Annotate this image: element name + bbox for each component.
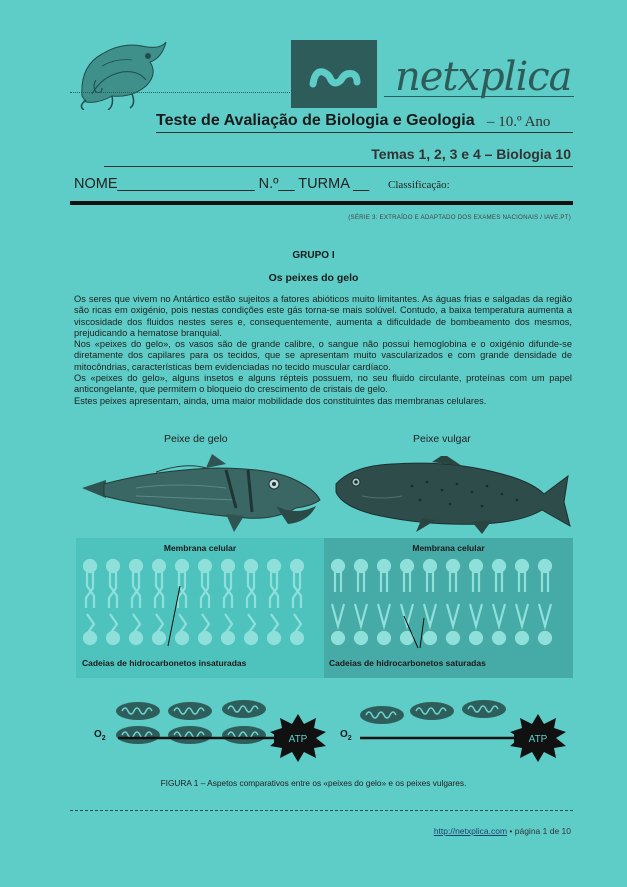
student-fields: NOME_________________ N.º__ TURMA __ (74, 176, 370, 192)
footer-dashed-line (70, 810, 573, 811)
body-text (74, 294, 572, 407)
oxygen-label-right: $O_2$ (340, 729, 352, 742)
paragraph-2: Nos «peixes do gelo», os vasos são de grande calibre, o sangue não possui hemoglobina e o oxigénio difunde-se diretamente dos capilares para os tecidos, que se apresentam muito vascularizados e com grande densidade de mitocôndrias, características bem evidenciadas no tecido muscular cardíaco. (74, 339, 572, 372)
header-thick-rule (70, 201, 573, 205)
paragraph-1: Os seres que vivem no Antártico estão sujeitos a fatores abióticos muito limitantes. As águas frias e salgadas da região são ricas em oxigénio, pois nestas condições este gás torna-se mais solúvel. Contudo, a baixa temperatura aumenta a viscosidade dos fluidos nestes seres e, consequentemente, aumenta a dificuldade de bombeamento dos mesmos, prejudicando a hematose branquial. (74, 294, 572, 338)
mitochondrion-icon (222, 700, 266, 718)
figure-caption: FIGURA 1 – Aspetos comparativos entre os «peixes do gelo» e os peixes vulgares. (160, 778, 467, 788)
wave-icon (291, 40, 377, 108)
page-number: • página 1 de 10 (507, 826, 571, 836)
icefish-label: Peixe de gelo (164, 433, 228, 445)
saturated-chains-label: Cadeias de hidrocarbonetos saturadas (329, 658, 486, 668)
page-footer (434, 826, 571, 836)
page-title: Teste de Avaliação de Biologia e Geologia (156, 112, 475, 129)
mitochondrion-icon (222, 726, 266, 744)
chameleon-illustration (72, 36, 170, 110)
temas-subtitle: Temas 1, 2, 3 e 4 – Biologia 10 (371, 146, 571, 162)
title-rule (156, 132, 573, 133)
school-year: – 10.º Ano (487, 114, 551, 130)
mitochondrion-icon (116, 726, 160, 744)
unsaturated-chains-label: Cadeias de hidrocarbonetos insaturadas (82, 658, 247, 668)
icefish-illustration (76, 448, 326, 540)
atp-label-left: ATP (288, 734, 308, 745)
temas-rule (104, 166, 573, 167)
paragraph-4: Estes peixes apresentam, ainda, uma maior mobilidade dos constituintes das membranas celulares. (74, 395, 487, 406)
source-note: (SÉRIE 3: EXTRAÍDO E ADAPTADO DOS EXAMES NACIONAIS / IAVE.PT) (348, 214, 571, 221)
mitochondrion-icon (462, 700, 506, 718)
paragraph-3: Os «peixes do gelo», alguns insetos e alguns répteis possuem, no seu fluido circulante, proteínas com um papel anticongelante, que permitem o bloqueio do crescimento de cristais de gelo. (74, 373, 572, 395)
membrane-title-left: Membrana celular (163, 543, 237, 553)
header-dotted-line (70, 92, 290, 93)
mitochondrion-icon (168, 702, 212, 720)
common-fish-label: Peixe vulgar (413, 433, 471, 445)
mitochondria-atp-diagram (76, 694, 576, 764)
logo-underline (384, 96, 574, 97)
mitochondrion-icon (168, 726, 212, 744)
logo-box (291, 40, 377, 108)
mitochondrion-icon (360, 706, 404, 724)
mitochondrion-icon (410, 702, 454, 720)
mitochondrion-icon (116, 702, 160, 720)
membrane-title-right: Membrana celular (412, 543, 485, 553)
logo-text: netxplica (395, 54, 572, 100)
unsaturated-membrane-diagram (76, 538, 324, 678)
oxygen-label-left: $O_2$ (94, 729, 106, 742)
classification-label: Classificação: (388, 179, 450, 191)
section-subtitle: Os peixes do gelo (268, 272, 359, 284)
footer-link[interactable]: http://netxplica.com (433, 826, 508, 836)
saturated-membrane-diagram (324, 538, 573, 678)
group-heading: GRUPO I (292, 250, 335, 261)
common-fish-illustration (332, 456, 572, 536)
atp-label-right: ATP (528, 734, 548, 745)
